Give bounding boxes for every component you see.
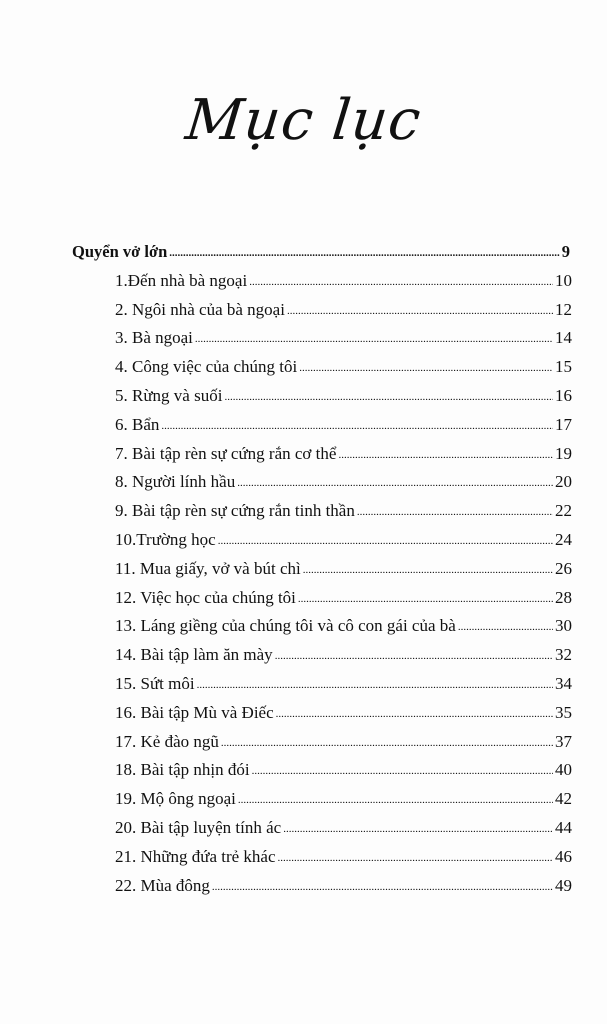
toc-entry-label: 14. Bài tập làm ăn mày [115, 645, 273, 665]
toc-chapter-entry [72, 586, 572, 615]
toc-chapter-entry [72, 816, 572, 845]
toc-entry-label: 17. Kẻ đào ngũ [115, 731, 219, 751]
toc-chapter-entry [72, 326, 572, 355]
toc-entry-label: 3. Bà ngoại [115, 328, 193, 348]
toc-entry-page-number: 19 [555, 443, 572, 463]
dot-leader [197, 672, 553, 689]
toc-chapter-entry [72, 672, 572, 701]
toc-entry-page-number: 37 [555, 731, 572, 751]
dot-leader [458, 614, 553, 631]
dot-leader [195, 326, 553, 343]
toc-chapter-entry [72, 528, 572, 557]
toc-chapter-entry [72, 845, 572, 874]
toc-chapter-entry [72, 643, 572, 672]
toc-entry-label: 12. Việc học của chúng tôi [115, 587, 296, 607]
toc-chapter-entry [72, 442, 572, 471]
toc-entry-page-number: 42 [555, 789, 572, 809]
toc-entry-page-number: 15 [555, 357, 572, 377]
toc-entry-label: 11. Mua giấy, vở và bút chì [115, 558, 301, 578]
toc-entry-page-number: 44 [555, 817, 572, 837]
toc-entry-label: 6. Bẩn [115, 414, 160, 434]
toc-chapter-entry [72, 787, 572, 816]
toc-entry-label: 13. Láng giềng của chúng tôi và cô con gái của bà [115, 616, 456, 636]
toc-entry-label: 20. Bài tập luyện tính ác [115, 817, 282, 837]
toc-chapter-entry [72, 730, 572, 759]
toc-entry-page-number: 34 [555, 673, 572, 693]
toc-chapter-entry [72, 298, 572, 327]
toc-entry-page-number: 35 [555, 702, 572, 722]
toc-entry-label: 22. Mùa đông [115, 875, 210, 895]
toc-entry-page-number: 14 [555, 328, 572, 348]
toc-entry-page-number: 20 [555, 472, 572, 492]
toc-entry-page-number: 26 [555, 558, 572, 578]
toc-chapter-entry [72, 614, 572, 643]
toc-entry-page-number: 49 [555, 875, 572, 895]
toc-entry-page-number: 40 [555, 760, 572, 780]
dot-leader [237, 470, 553, 487]
dot-leader [357, 499, 553, 516]
toc-entry-label: 10.Trường học [115, 529, 216, 549]
toc-entry-label: 18. Bài tập nhịn đói [115, 760, 250, 780]
table-of-contents [72, 240, 572, 902]
toc-entry-page-number: 10 [555, 270, 572, 290]
toc-chapter-entry [72, 384, 572, 413]
toc-chapter-entry [72, 413, 572, 442]
page-title: Mục lục [182, 88, 425, 153]
toc-entry-page-number: 12 [555, 299, 572, 319]
toc-part-entry [72, 240, 572, 269]
dot-leader [275, 643, 553, 660]
toc-entry-page-number: 16 [555, 385, 572, 405]
dot-leader [299, 355, 553, 372]
dot-leader [169, 240, 559, 257]
dot-leader [298, 586, 553, 603]
toc-chapter-entry [72, 470, 572, 499]
toc-entry-label: 7. Bài tập rèn sự cứng rắn cơ thể [115, 443, 337, 463]
dot-leader [276, 701, 553, 718]
toc-chapter-entry [72, 557, 572, 586]
dot-leader [238, 787, 553, 804]
toc-entry-page-number: 22 [555, 501, 572, 521]
dot-leader [287, 298, 553, 315]
toc-entry-label: 4. Công việc của chúng tôi [115, 357, 298, 377]
dot-leader [221, 730, 553, 747]
toc-entry-page-number: 9 [561, 241, 570, 261]
dot-leader [252, 758, 553, 775]
toc-entry-page-number: 30 [555, 616, 572, 636]
dot-leader [249, 269, 553, 286]
dot-leader [338, 442, 553, 459]
toc-chapter-entry [72, 758, 572, 787]
toc-entry-page-number: 17 [555, 414, 572, 434]
toc-entry-label: Quyển vở lớn [72, 241, 168, 261]
toc-entry-label: 15. Sứt môi [115, 673, 195, 693]
toc-entry-label: 21. Những đứa trẻ khác [115, 846, 276, 866]
toc-chapter-entry [72, 355, 572, 384]
toc-entry-page-number: 46 [555, 846, 572, 866]
dot-leader [161, 413, 553, 430]
toc-entry-label: 16. Bài tập Mù và Điếc [115, 702, 274, 722]
dot-leader [283, 816, 553, 833]
dot-leader [212, 874, 553, 891]
toc-chapter-entry [72, 269, 572, 298]
dot-leader [278, 845, 553, 862]
toc-entry-label: 19. Mộ ông ngoại [115, 789, 236, 809]
dot-leader [303, 557, 553, 574]
toc-entry-label: 1.Đến nhà bà ngoại [115, 270, 248, 290]
toc-entry-label: 5. Rừng và suối [115, 385, 223, 405]
toc-entry-label: 8. Người lính hầu [115, 472, 236, 492]
dot-leader [224, 384, 553, 401]
toc-chapter-entry [72, 701, 572, 730]
toc-chapter-entry [72, 874, 572, 903]
toc-entry-label: 9. Bài tập rèn sự cứng rắn tinh thần [115, 501, 355, 521]
toc-entry-page-number: 28 [555, 587, 572, 607]
toc-chapter-entry [72, 499, 572, 528]
toc-entry-page-number: 24 [555, 529, 572, 549]
toc-entry-label: 2. Ngôi nhà của bà ngoại [115, 299, 285, 319]
dot-leader [218, 528, 553, 545]
toc-entry-page-number: 32 [555, 645, 572, 665]
